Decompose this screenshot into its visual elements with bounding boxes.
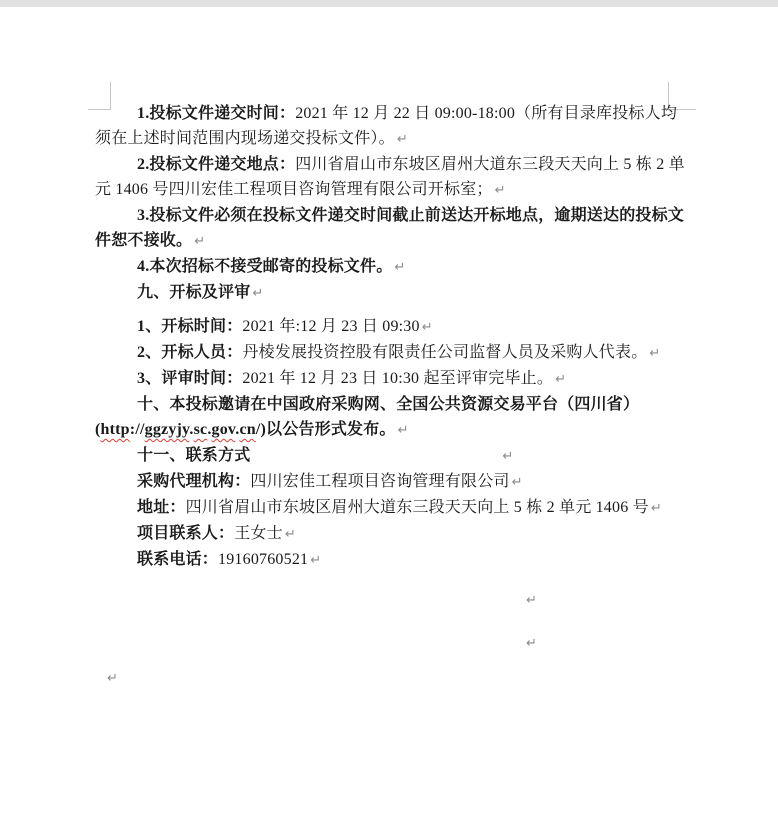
section-title: 十一、联系方式: [137, 447, 251, 464]
announcement-tail: 以公告形式发布。: [266, 421, 396, 438]
paragraph-mark-icon: ↵: [397, 423, 409, 438]
field-value: 王女士: [234, 525, 283, 542]
paragraph-announcement[interactable]: [95, 392, 687, 443]
paragraph-submit-time[interactable]: [95, 101, 687, 152]
empty-paragraph[interactable]: [95, 630, 687, 656]
url-host-part: gov: [211, 421, 236, 438]
url-host-part: ggzyjy: [144, 421, 190, 438]
paragraph-contact-person[interactable]: [95, 521, 687, 547]
paragraph-address[interactable]: [95, 495, 687, 521]
paragraph-mark-icon: ↵: [394, 260, 406, 275]
paragraph-submit-place[interactable]: [95, 152, 687, 203]
url-dot: .: [189, 421, 194, 438]
paragraph-deadline-rule[interactable]: [95, 203, 687, 254]
field-value: 2021 年 12 月 22 日 09:00-18:00（所有目录库投标人均须在上述时间范围内现场递交投标文件）。: [95, 105, 678, 147]
field-label: 4.本次招标不接受邮寄的投标文件。: [137, 258, 393, 275]
paragraph-mark-icon: ↵: [502, 449, 514, 464]
field-value: 丹棱发展投资控股有限责任公司监督人员及采购人代表。: [242, 344, 648, 361]
paragraph-mark-icon: ↵: [494, 183, 506, 198]
section-heading-opening-review[interactable]: [95, 280, 687, 306]
url-dot: .: [235, 421, 240, 438]
empty-paragraph[interactable]: [95, 587, 687, 613]
paragraph-mark-icon: ↵: [555, 372, 567, 387]
paragraph-mark-icon: ↵: [526, 593, 538, 608]
paragraph-review-time[interactable]: [95, 366, 687, 392]
paragraph-mark-icon: ↵: [526, 636, 538, 651]
paragraph-mark-icon: ↵: [396, 132, 408, 147]
announcement-lead: 十、本投标邀请在中国政府采购网、全国公共资源交易平台（四川省）: [137, 396, 640, 413]
url-scheme: http: [100, 421, 130, 438]
url-paren: ): [260, 421, 267, 438]
paragraph-mark-icon: ↵: [284, 527, 296, 542]
paragraph-mark-icon: ↵: [650, 501, 662, 516]
paragraph-mark-icon: ↵: [194, 234, 206, 249]
url-host-part: cn: [239, 421, 256, 438]
paragraph-mark-icon: ↵: [421, 320, 433, 335]
field-label: 地址：: [137, 499, 186, 516]
url-separator: ://: [129, 421, 145, 438]
section-title: 九、开标及评审: [137, 284, 251, 301]
field-label: 采购代理机构：: [137, 473, 251, 490]
document-page[interactable]: [0, 7, 778, 837]
field-value: 19160760521: [218, 551, 309, 568]
field-label: 1.投标文件递交时间：: [137, 105, 296, 122]
paragraph-mark-icon: ↵: [252, 286, 264, 301]
url-slash: /: [255, 421, 261, 438]
field-value: 四川省眉山市东坡区眉州大道东三段天天向上 5 栋 2 单元 1406 号四川宏佳工程项目咨询管理有限公司开标室；: [95, 156, 685, 198]
field-label: 3、评审时间：: [137, 370, 243, 387]
paragraph-mark-icon: ↵: [649, 346, 661, 361]
field-value: 四川宏佳工程项目咨询管理有限公司: [250, 473, 510, 490]
field-label: 1、开标时间：: [137, 318, 243, 335]
paragraph-mark-icon: ↵: [107, 671, 119, 686]
field-label: 项目联系人：: [137, 525, 235, 542]
document-text-area[interactable]: [95, 101, 687, 691]
field-label: 联系电话：: [137, 551, 219, 568]
paragraph-mark-icon: ↵: [511, 475, 523, 490]
field-value: 2021 年:12 月 23 日 09:30: [242, 318, 420, 335]
url-dot: .: [207, 421, 212, 438]
window-top-edge: [0, 0, 778, 7]
paragraph-opening-staff[interactable]: [95, 340, 687, 366]
field-label: 2.投标文件递交地点：: [137, 156, 296, 173]
field-label: 2、开标人员：: [137, 344, 243, 361]
url-paren: (: [95, 421, 101, 438]
section-heading-contact[interactable]: [95, 443, 687, 469]
paragraph-contact-phone[interactable]: [95, 547, 687, 573]
field-label: 3.投标文件必须在投标文件递交时间截止前送达开标地点，逾期送达的投标文件恕不接收。: [95, 207, 685, 249]
paragraph-mark-icon: ↵: [310, 553, 322, 568]
field-value: 四川省眉山市东坡区眉州大道东三段天天向上 5 栋 2 单元 1406 号: [185, 499, 649, 516]
field-value: 2021 年 12 月 23 日 10:30 起至评审完毕止。: [242, 370, 554, 387]
empty-paragraph[interactable]: [95, 665, 687, 691]
paragraph-opening-time[interactable]: [95, 314, 687, 340]
paragraph-no-mail-rule[interactable]: [95, 254, 687, 280]
paragraph-agency[interactable]: [95, 469, 687, 495]
url-host-part: sc: [193, 421, 208, 438]
